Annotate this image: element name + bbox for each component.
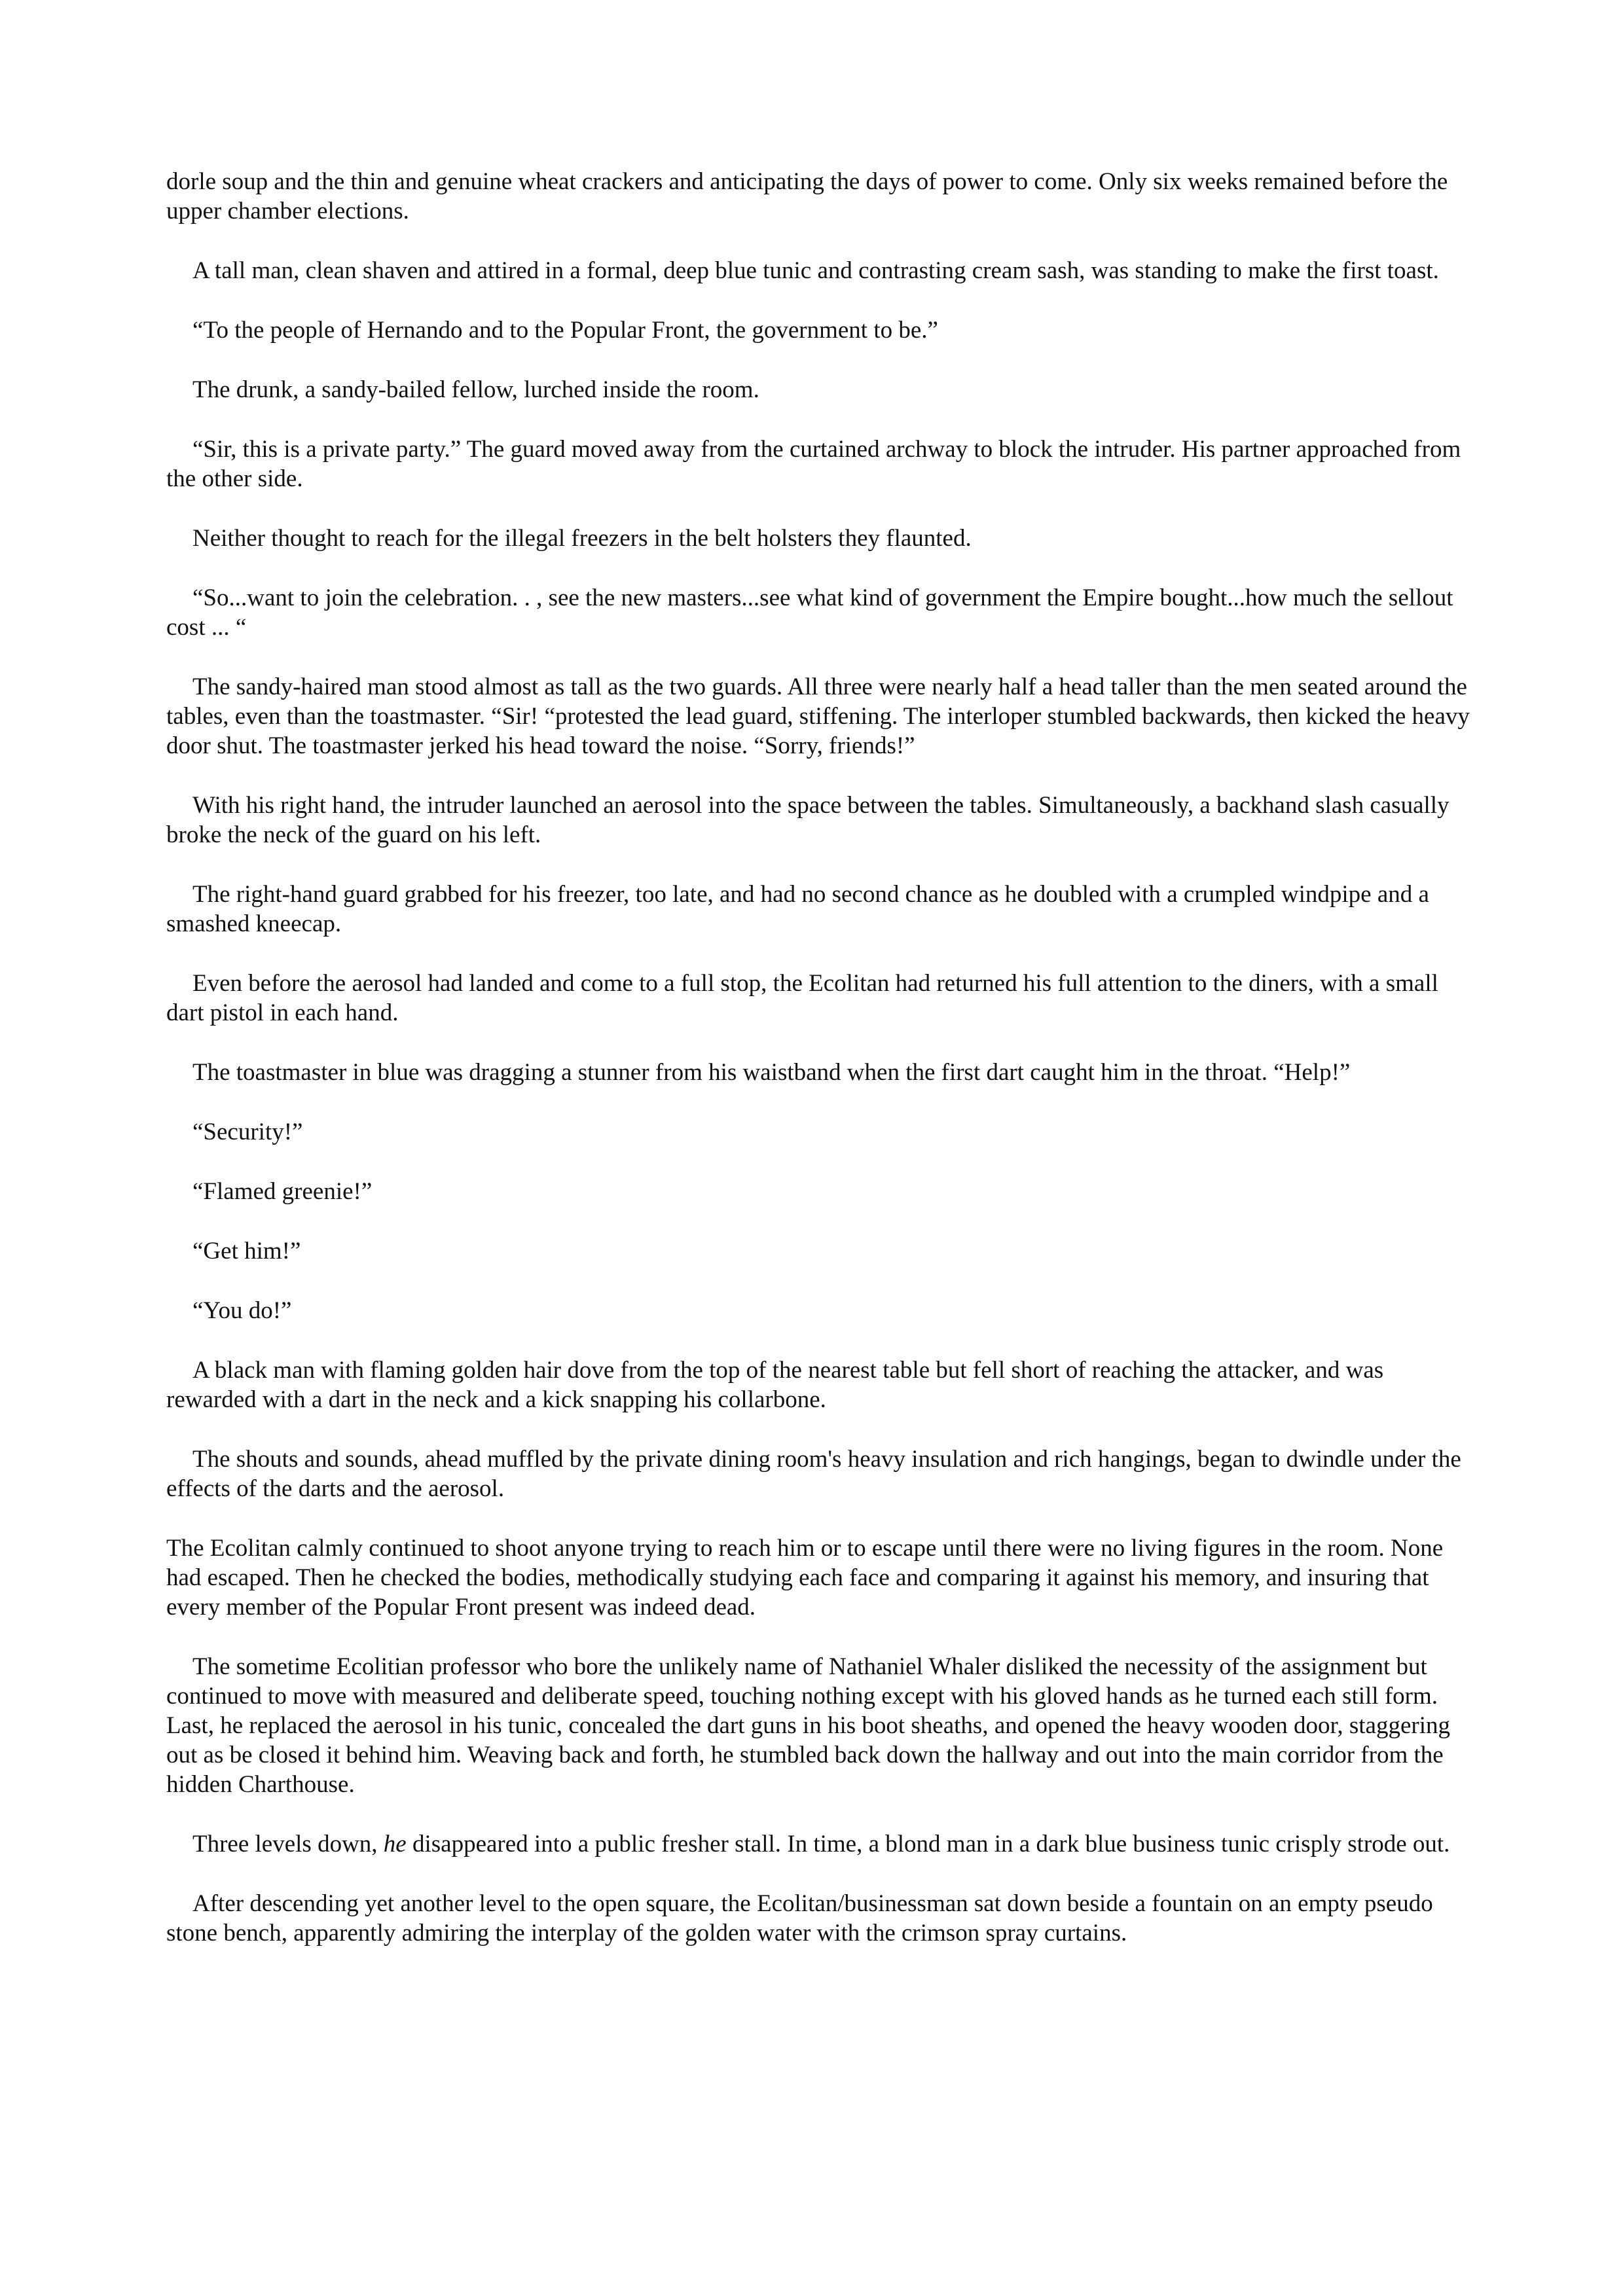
paragraph-19: The Ecolitan calmly continued to shoot anyone trying to reach him or to escape until there were no living figures in the room. None had escaped. Then he checked the bodies, methodically studying each face and comparing it against his memory, and insuring that every member of the Popular Front present was indeed dead. — [166, 1535, 1444, 1621]
paragraph-21-before: Three levels down, — [192, 1831, 384, 1857]
paragraph-1: dorle soup and the thin and genuine wheat crackers and anticipating the days of power to come. Only six weeks remained before the upper chamber elections. — [166, 168, 1448, 224]
paragraph-9: With his right hand, the intruder launched an aerosol into the space between the tables. Simultaneously, a backhand slash casually broke the neck of the guard on his left. — [166, 792, 1450, 848]
paragraph-17: A black man with flaming golden hair dove from the top of the nearest table but fell short of reaching the attacker, and was rewarded with a dart in the neck and a kick snapping his collarbone. — [166, 1357, 1384, 1413]
paragraph-22: After descending yet another level to the open square, the Ecolitan/businessman sat down beside a fountain on an empty pseudo stone bench, apparently admiring the interplay of the golden water with the crimson spray curtains. — [166, 1890, 1433, 1946]
paragraph-8: The sandy-haired man stood almost as tall as the two guards. All three were nearly half a head taller than the men seated around the tables, even than the toastmaster. “Sir! “protested the lead guard, stiffening. The interloper stumbled backwards, then kicked the heavy door shut. The toastmaster jerked his head toward the noise. “Sorry, friends!” — [166, 673, 1470, 759]
paragraph-21 — [166, 1829, 1472, 1859]
paragraph-20: The sometime Ecolitian professor who bore the unlikely name of Nathaniel Whaler disliked the necessity of the assignment but continued to move with measured and deliberate speed, touching nothing except with his gloved hands as he turned each still form. Last, he replaced the aerosol in his tunic, concealed the dart guns in his boot sheaths, and opened the heavy wooden door, staggering out as be closed it behind him. Weaving back and forth, he stumbled back down the hallway and out into the main corridor from the hidden Charthouse. — [166, 1653, 1450, 1798]
paragraph-21-after: disappeared into a public fresher stall. In time, a blond man in a dark blue business tunic crisply strode out. — [406, 1831, 1450, 1857]
paragraph-6: Neither thought to reach for the illegal freezers in the belt holsters they flaunted. — [192, 525, 972, 552]
paragraph-7: “So...want to join the celebration. . , see the new masters...see what kind of government the Empire bought...how much the sellout cost ... “ — [166, 584, 1453, 641]
paragraph-21-emphasis: he — [383, 1831, 407, 1857]
paragraph-2: A tall man, clean shaven and attired in a formal, deep blue tunic and contrasting cream sash, was standing to make the first toast. — [192, 257, 1439, 284]
paragraph-4: The drunk, a sandy-bailed fellow, lurched inside the room. — [192, 376, 759, 403]
paragraph-12: The toastmaster in blue was dragging a stunner from his waistband when the first dart caught him in the throat. “Help!” — [192, 1059, 1351, 1086]
paragraph-14: “Flamed greenie!” — [192, 1178, 373, 1205]
paragraph-18: The shouts and sounds, ahead muffled by the private dining room's heavy insulation and rich hangings, began to dwindle under the effects of the darts and the aerosol. — [166, 1446, 1461, 1502]
paragraph-11: Even before the aerosol had landed and come to a full stop, the Ecolitan had returned his full attention to the diners, with a small dart pistol in each hand. — [166, 970, 1438, 1026]
paragraph-3: “To the people of Hernando and to the Popular Front, the government to be.” — [192, 317, 938, 344]
paragraph-16: “You do!” — [192, 1297, 292, 1324]
document-page — [166, 167, 1472, 1978]
paragraph-15: “Get him!” — [192, 1238, 301, 1265]
paragraph-10: The right-hand guard grabbed for his freezer, too late, and had no second chance as he doubled with a crumpled windpipe and a smashed kneecap. — [166, 881, 1429, 937]
paragraph-5: “Sir, this is a private party.” The guard moved away from the curtained archway to block the intruder. His partner approached from the other side. — [166, 436, 1461, 492]
paragraph-13: “Security!” — [192, 1119, 303, 1145]
